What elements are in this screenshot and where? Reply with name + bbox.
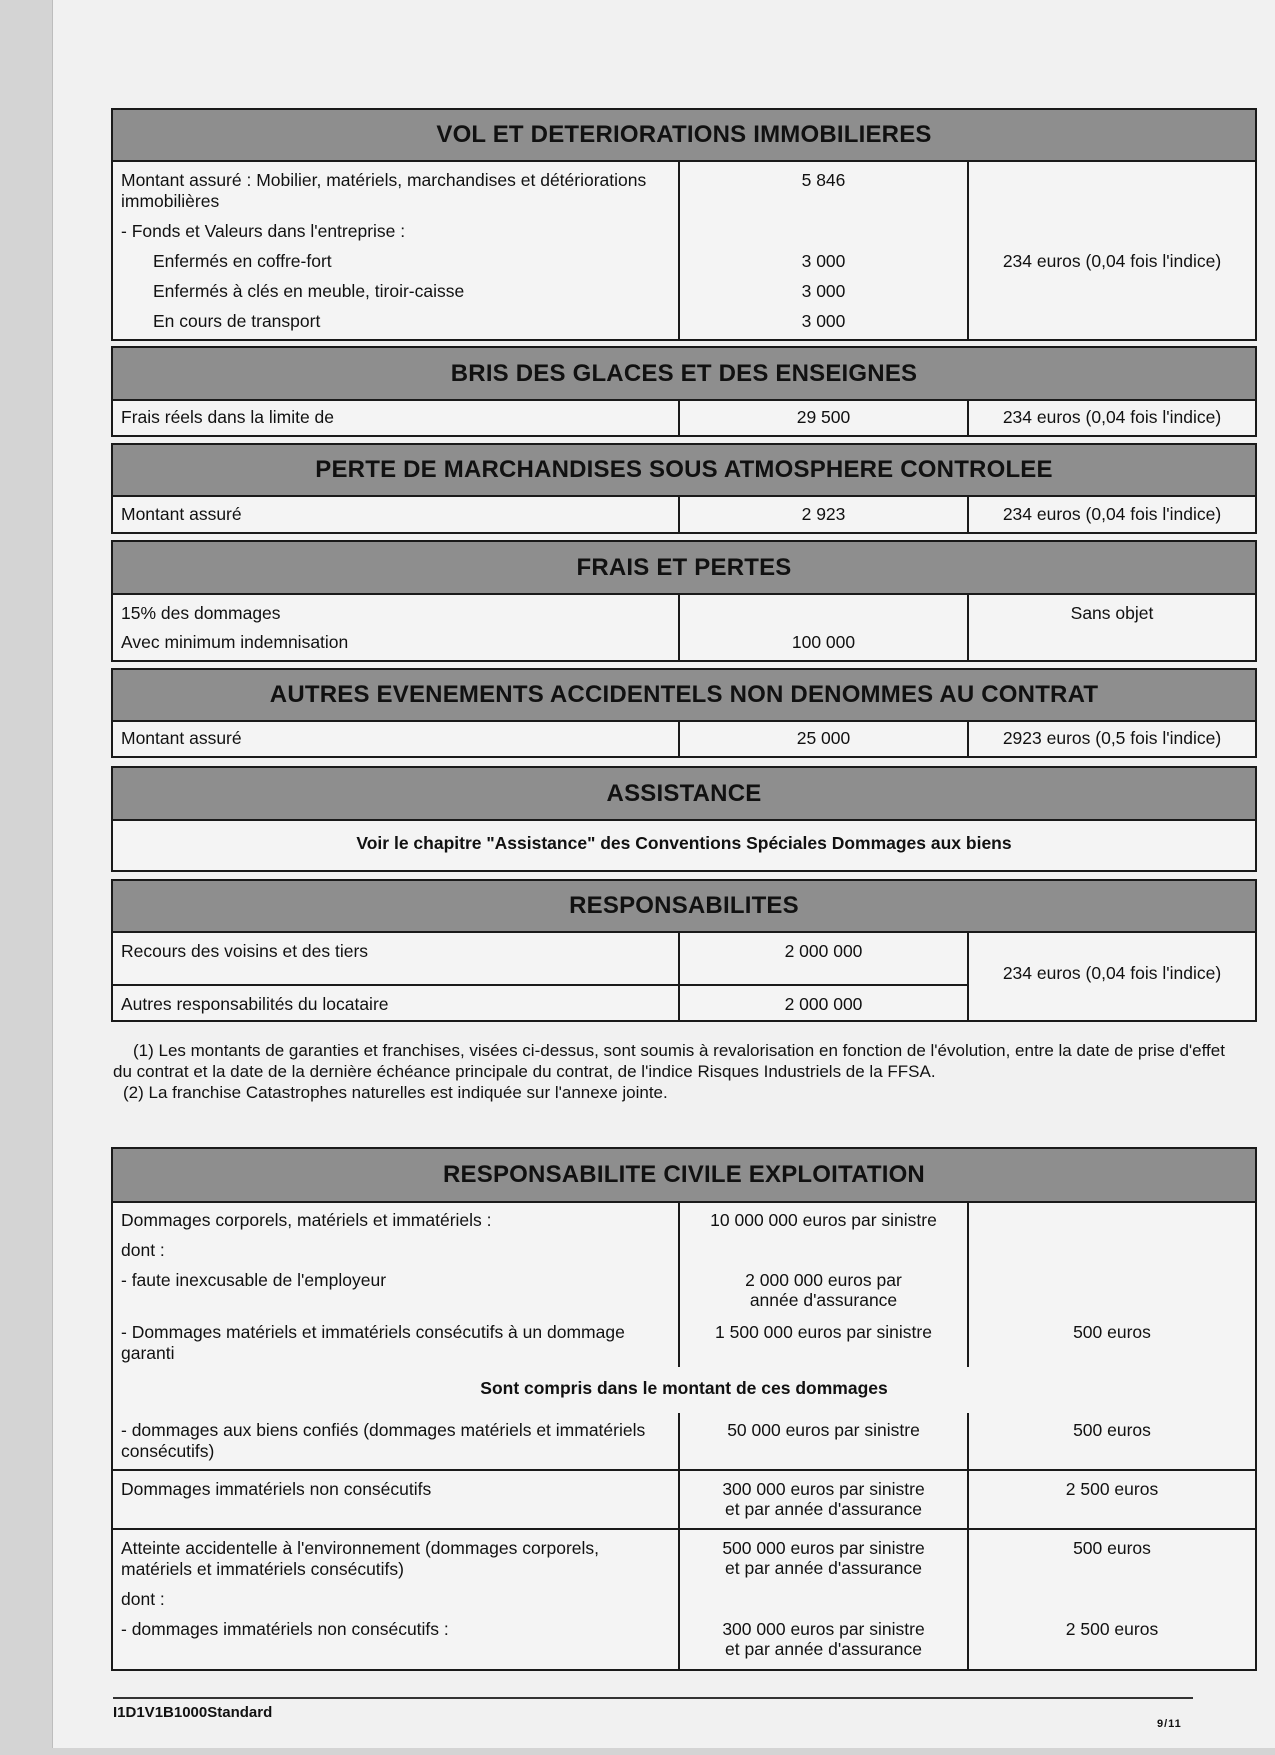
perte-value: 2 923 [801,504,846,524]
rce-environnement-franchise: 500 euros [1073,1538,1151,1558]
bris-value: 29 500 [796,407,851,427]
frais-franchise: Sans objet [1070,603,1154,623]
section-title-autres: AUTRES EVENEMENTS ACCIDENTELS NON DENOMMES AU CONTRAT [113,670,1255,722]
vol-meuble-label: Enfermés à clés en meuble, tiroir-caisse [153,281,465,301]
section-vol [111,108,1257,341]
rce-dommages-label: Dommages corporels, matériels et immatériels : [121,1210,492,1230]
assistance-text: Voir le chapitre "Assistance" des Conventions Spéciales Dommages aux biens [356,833,1012,853]
vol-coffre-label: Enfermés en coffre-fort [153,251,332,271]
section-resp [111,879,1257,1022]
section-assistance [111,766,1257,872]
rce-consecutifs-value: 1 500 000 euros par sinistre [715,1322,932,1342]
section-title-bris: BRIS DES GLACES ET DES ENSEIGNES [113,348,1255,401]
rce-environnement-value-2: et par année d'assurance [725,1558,922,1578]
document-code: I1D1V1B1000Standard [113,1704,273,1721]
rce-immateriels-franchise: 2 500 euros [1065,1479,1159,1499]
perte-label: Montant assuré [121,504,242,524]
rce-biens-confies-value: 50 000 euros par sinistre [727,1420,920,1440]
vol-transport-label: En cours de transport [153,311,321,331]
rce-dont-2: dont : [121,1589,165,1609]
rce-non-consecutifs-value-1: 300 000 euros par sinistre [722,1619,925,1639]
autres-value: 25 000 [796,728,851,748]
rce-dommages-value: 10 000 000 euros par sinistre [710,1210,937,1230]
rce-sont-compris: Sont compris dans le montant de ces dommages [480,1378,888,1398]
footnote-2: (2) La franchise Catastrophes naturelles est indiquée sur l'annexe jointe. [123,1083,668,1102]
rce-environnement-label: Atteinte accidentelle à l'environnement (dommages corporels, matériels et immatériels consécutifs) [121,1538,600,1579]
rce-immateriels-label: Dommages immatériels non consécutifs [121,1479,432,1499]
perte-franchise: 234 euros (0,04 fois l'indice) [1002,504,1222,524]
rce-immateriels-value-2: et par année d'assurance [725,1499,922,1519]
rce-dont-1: dont : [121,1240,165,1260]
vol-coffre-value: 3 000 [801,251,846,271]
resp-voisins-label: Recours des voisins et des tiers [121,941,369,961]
section-frais [111,540,1257,662]
vol-franchise: 234 euros (0,04 fois l'indice) [1002,251,1222,271]
rce-environnement-value-1: 500 000 euros par sinistre [722,1538,925,1558]
section-title-assistance: ASSISTANCE [113,768,1255,821]
footnote-1: (1) Les montants de garanties et franchises, visées ci-dessus, sont soumis à revalorisation en fonction de l'évolution, entre la date de prise d'effet du contrat et la date de la dernière échéance principale du contrat, de l'indice Risques Industriels de la FFSA. [113,1041,1225,1081]
section-title-perte: PERTE DE MARCHANDISES SOUS ATMOSPHERE CONTROLEE [113,445,1255,497]
section-rce [111,1147,1257,1671]
section-title-vol: VOL ET DETERIORATIONS IMMOBILIERES [113,110,1255,162]
resp-locataire-label: Autres responsabilités du locataire [121,994,389,1014]
section-title-frais: FRAIS ET PERTES [113,542,1255,595]
rce-consecutifs-label: - Dommages matériels et immatériels consécutifs à un dommage garanti [121,1322,625,1363]
rce-biens-confies-label: - dommages aux biens confiés (dommages matériels et immatériels consécutifs) [121,1420,646,1461]
bris-franchise: 234 euros (0,04 fois l'indice) [1002,407,1222,427]
section-title-resp: RESPONSABILITES [113,881,1255,933]
frais-label-2: Avec minimum indemnisation [121,632,349,652]
vol-mobilier-label: Montant assuré : Mobilier, matériels, marchandises et détériorations immobilières [121,170,647,211]
vol-transport-value: 3 000 [801,311,846,331]
rce-faute-label: - faute inexcusable de l'employeur [121,1270,387,1290]
resp-locataire-value: 2 000 000 [784,994,863,1014]
rce-non-consecutifs-value-2: et par année d'assurance [725,1639,922,1659]
footnotes [113,1040,1233,1103]
section-bris [111,346,1257,437]
rce-faute-value-2: année d'assurance [749,1290,898,1310]
rce-immateriels-value-1: 300 000 euros par sinistre [722,1479,925,1499]
rce-non-consecutifs-franchise: 2 500 euros [1065,1619,1159,1639]
frais-label-1: 15% des dommages [121,603,281,623]
section-perte [111,443,1257,534]
rce-faute-value-1: 2 000 000 euros par [745,1270,902,1290]
footer-rule [113,1697,1193,1699]
vol-fonds-label: - Fonds et Valeurs dans l'entreprise : [121,221,406,241]
section-autres [111,668,1257,758]
autres-label: Montant assuré [121,728,242,748]
resp-voisins-value: 2 000 000 [784,941,863,961]
bris-label: Frais réels dans la limite de [121,407,334,427]
rce-non-consecutifs-label: - dommages immatériels non consécutifs : [121,1619,449,1639]
page-number: 9/11 [1157,1718,1182,1730]
vol-meuble-value: 3 000 [801,281,846,301]
rce-consecutifs-franchise: 500 euros [1073,1322,1151,1342]
section-title-rce: RESPONSABILITE CIVILE EXPLOITATION [113,1149,1255,1203]
rce-biens-confies-franchise: 500 euros [1073,1420,1151,1440]
autres-franchise: 2923 euros (0,5 fois l'indice) [1002,728,1222,748]
vol-mobilier-value: 5 846 [801,170,846,190]
resp-franchise: 234 euros (0,04 fois l'indice) [1002,963,1222,983]
frais-value-2: 100 000 [791,632,856,652]
